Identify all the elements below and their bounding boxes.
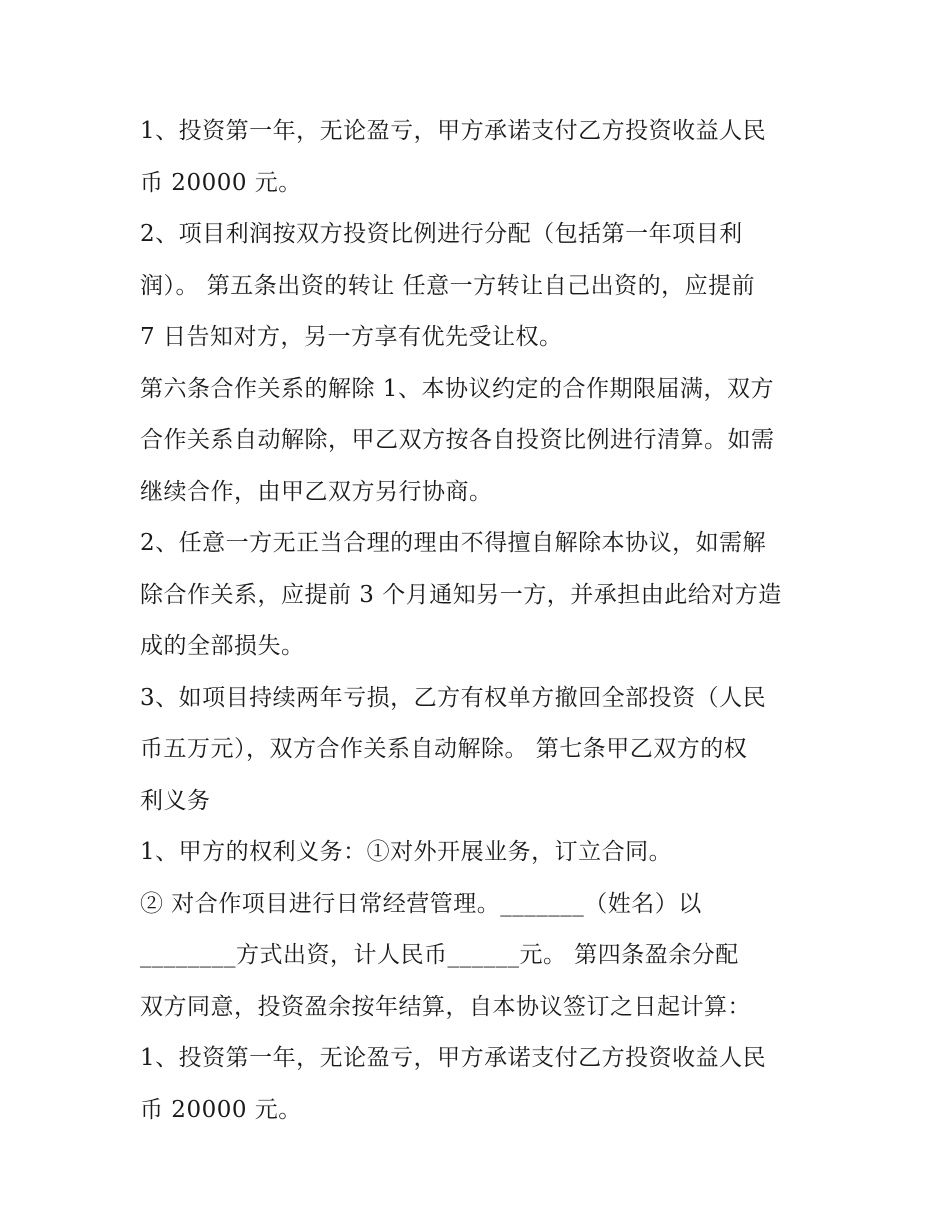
text-line: 2、项目利润按双方投资比例进行分配（包括第一年项目利 <box>140 221 743 247</box>
text-line: 2、任意一方无正当合理的理由不得擅自解除本协议，如需解 <box>140 530 767 556</box>
text-line: 币 20000 元。 <box>140 1096 302 1123</box>
text-line: ② 对合作项目进行日常经营管理。_______（姓名）以 <box>140 890 702 917</box>
text-line: 双方同意，投资盈余按年结算，自本协议签订之日起计算： <box>140 993 751 1020</box>
document-body <box>140 106 840 1136</box>
text-line: 7 日告知对方，另一方享有优先受让权。 <box>140 324 563 350</box>
text-line: 润）。 第五条出资的转让 任意一方转让自己出资的，应提前 <box>140 272 756 299</box>
text-line: 1、投资第一年，无论盈亏，甲方承诺支付乙方投资收益人民 <box>140 1045 767 1071</box>
text-line: 币 20000 元。 <box>140 169 302 196</box>
text-line: 1、投资第一年，无论盈亏，甲方承诺支付乙方投资收益人民 <box>140 118 767 144</box>
text-line: 第六条合作关系的解除 1、本协议约定的合作期限届满，双方 <box>140 375 774 402</box>
text-line: 3、如项目持续两年亏损，乙方有权单方撤回全部投资（人民 <box>140 684 767 711</box>
text-line: 利义务 <box>140 787 211 814</box>
text-line: 继续合作，由甲乙双方另行协商。 <box>140 478 493 505</box>
text-line: 除合作关系，应提前 3 个月通知另一方，并承担由此给对方造 <box>140 581 782 608</box>
text-line: 合作关系自动解除，甲乙双方按各自投资比例进行清算。如需 <box>140 427 775 453</box>
text-line: 1、甲方的权利义务：①对外开展业务，订立合同。 <box>140 839 673 865</box>
text-line: 币五万元），双方合作关系自动解除。 第七条甲乙双方的权 <box>140 736 748 762</box>
text-line: ________方式出资，计人民币______元。 第四条盈余分配 <box>140 942 739 968</box>
text-line: 成的全部损失。 <box>140 633 305 659</box>
